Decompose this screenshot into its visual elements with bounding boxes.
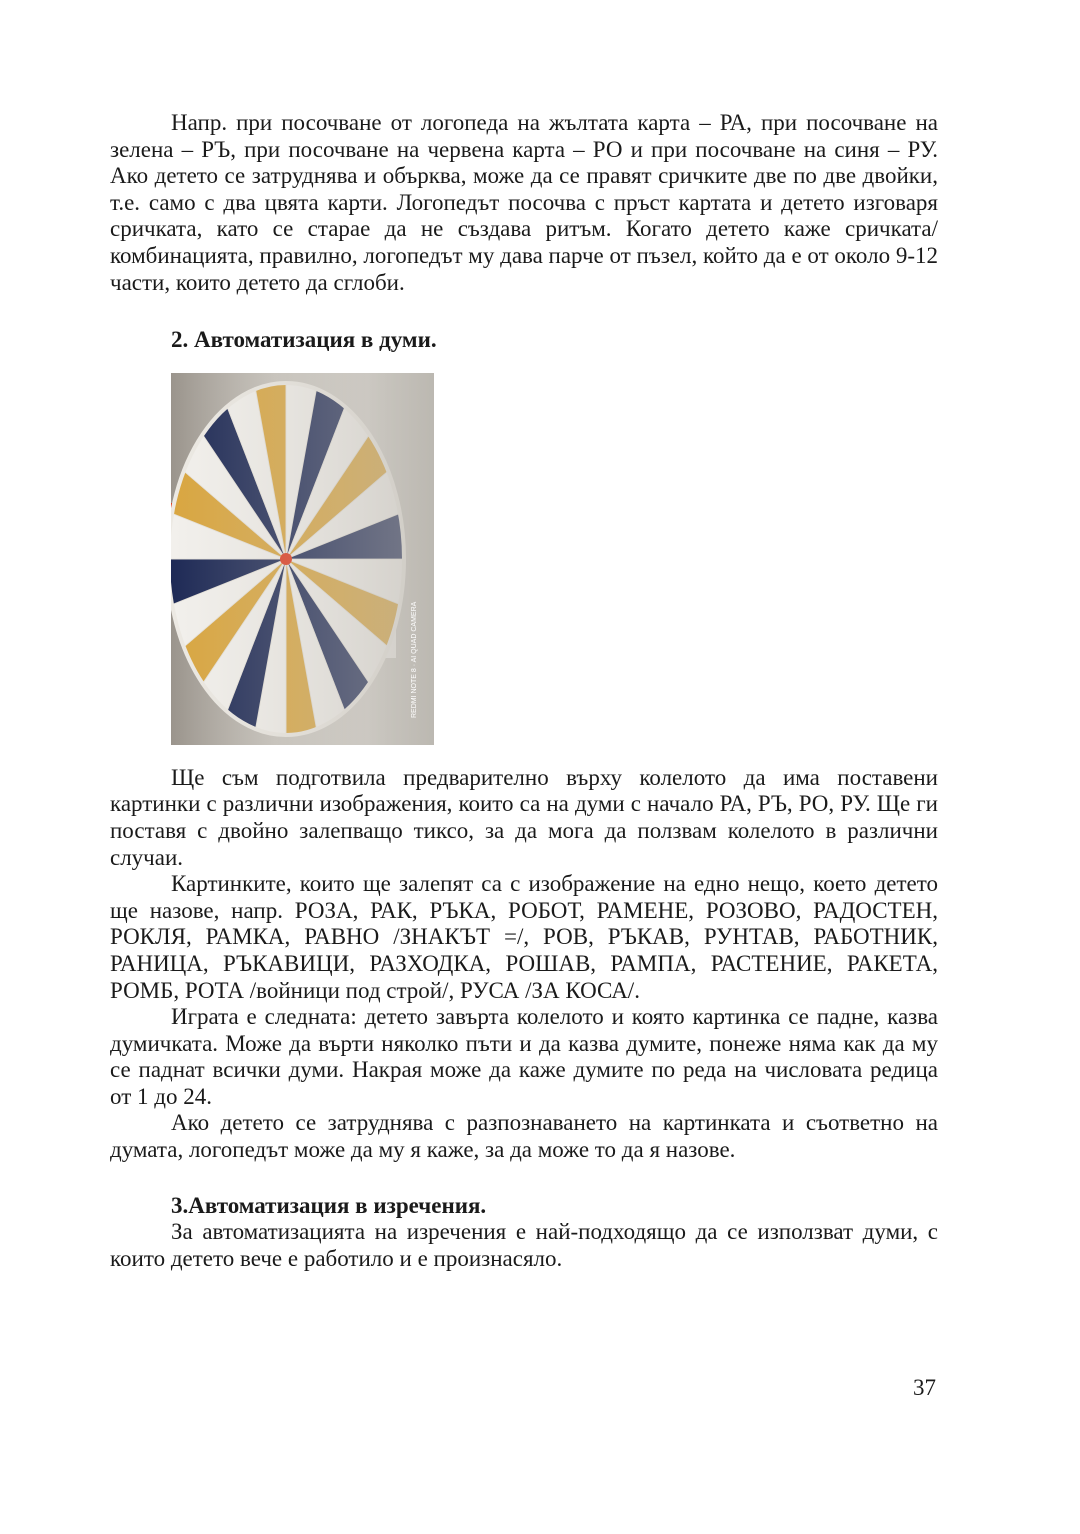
paragraph: Картинките, които ще залепят са с изображение на едно нещо, което детето ще назове, напр. РОЗА, РАК, РЪКА, РОБОТ, РАМЕНЕ, РОЗОВО, РАДОСТЕН, РОКЛЯ, РАМКА, РАВНО /ЗНАКЪТ =/, РОВ, РЪКАВ, РУНТАВ, РАБОТНИК, РАНИЦА, РЪКАВИЦИ, РАЗХОДКА, РОШАВ, РАМПА, РАСТЕНИЕ, РАКЕТА, РОМБ, РОТА /войници под строй/, РУСА /ЗА КОСА/. — [110, 871, 938, 1003]
wheel-photo — [171, 373, 434, 745]
paragraph: Играта е следната: детето завърта колелото и която картинка се падне, казва думичката. Може да върти няколко пъти и да казва думите, понеже няма как да му се паднат всички думи. Накрая може да каже думите по реда на числовата редица от 1 до 24. — [110, 1004, 938, 1109]
section-heading: 3.Автоматизация в изречения. — [171, 1192, 487, 1218]
section-heading: 2. Автоматизация в думи. — [171, 327, 437, 353]
page-number: 37 — [913, 1375, 936, 1400]
paragraph: За автоматизацията на изречения е най-подходящо да се използват думи, с които детето вече е работило и е произнасяло. — [110, 1219, 938, 1271]
paragraph: Напр. при посочване от логопеда на жълтата карта – РА, при посочване на зелена – РЪ, при посочване на червена карта – РО и при посочване на синя – РУ. Ако детето се затруднява и обърква, може да се правят сричките две по две двойки, т.е. само с два цвята карти. Логопедът посочва с пръст картата и детето изговаря сричката, като се старае да не създава ритъм. Когато детето каже сричката/комбинацията, правилно, логопедът му дава парче от пъзел, който да е от около 9-12 части, които детето да сглоби. — [110, 110, 938, 295]
paragraph: Ако детето се затруднява с разпознаването на картинката и съответно на думата, логопедът може да му я каже, за да може то да я назове. — [110, 1110, 938, 1163]
paragraph: Ще съм подготвила предварително върху колелото да има поставени картинки с различни изображения, които са на думи с начало РА, РЪ, РО, РУ. Ще ги поставя с двойно залепващо тиксо, за да мога да ползвам колелото в различни случаи. — [110, 764, 938, 870]
page-content — [110, 110, 938, 1272]
camera-watermark: REDMI NOTE 8 · AI QUAD CAMERA — [411, 601, 418, 718]
